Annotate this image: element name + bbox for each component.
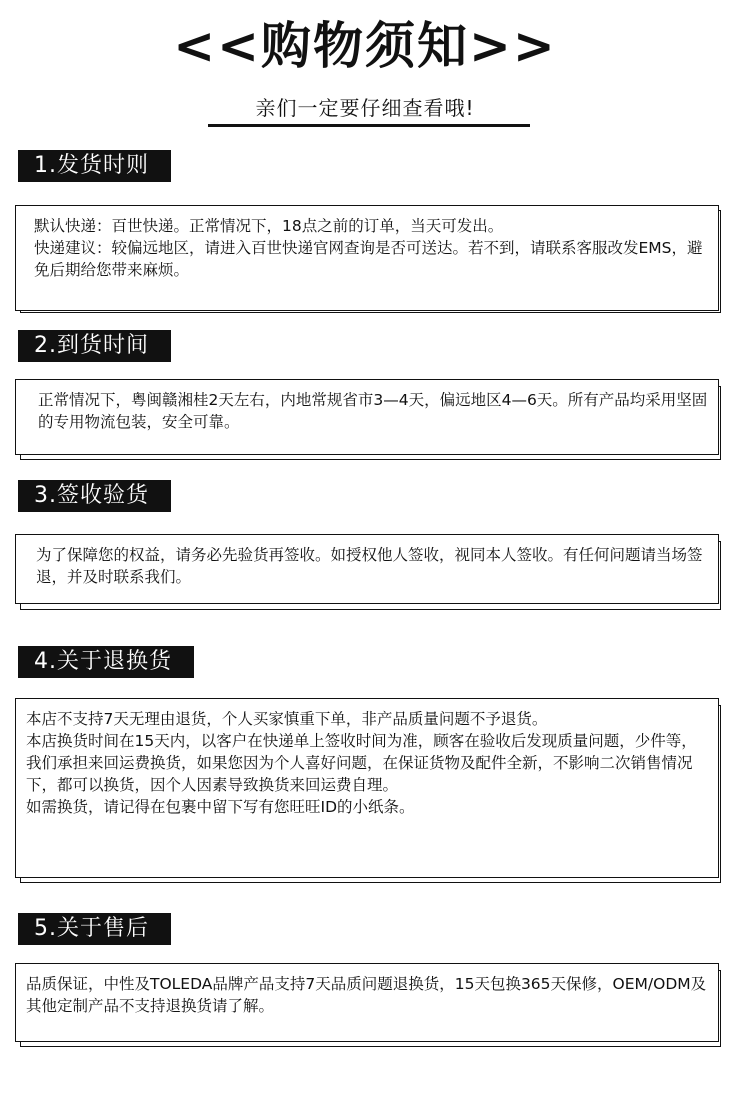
section-1-paragraph-2: 快递建议：较偏远地区，请进入百世快递官网查询是否可送达。若不到，请联系客服改发EMS，避免后期给您带来麻烦。 — [34, 239, 703, 279]
subtitle-underline — [208, 124, 530, 127]
section-4-paragraph-3: 如需换货，请记得在包裹中留下写有您旺旺ID的小纸条。 — [26, 798, 415, 816]
section-4-paragraph-1: 本店不支持7天无理由退货，个人买家慎重下单，非产品质量问题不予退货。 — [26, 710, 548, 728]
section-2-box — [15, 379, 719, 455]
page-subtitle: 亲们一定要仔细查看哦! — [255, 96, 475, 120]
section-4-paragraph-2: 本店换货时间在15天内，以客户在快递单上签收时间为准，顾客在验收后发现质量问题，少件等，我们承担来回运费换货，如果您因为个人喜好问题，在保证货物及配件全新，不影响二次销售情况下，都可以换货，因个人因素导致换货来回运费自理。 — [26, 732, 697, 794]
section-1-label: 1.发货时则 — [18, 150, 171, 182]
section-1-box — [15, 205, 719, 311]
section-4-box — [15, 698, 719, 878]
section-5-label: 5.关于售后 — [18, 913, 171, 945]
section-3-box — [15, 534, 719, 604]
section-2-label: 2.到货时间 — [18, 330, 171, 362]
section-3-label: 3.签收验货 — [18, 480, 171, 512]
section-2-paragraph-1: 正常情况下，粤闽赣湘桂2天左右，内地常规省市3—4天，偏远地区4—6天。所有产品均采用坚固的专用物流包装，安全可靠。 — [38, 391, 708, 431]
section-1-paragraph-1: 默认快递：百世快递。正常情况下，18点之前的订单，当天可发出。 — [34, 217, 504, 235]
section-3-paragraph-1: 为了保障您的权益，请务必先验货再签收。如授权他人签收，视同本人签收。有任何问题请当场签退，并及时联系我们。 — [36, 546, 703, 586]
section-5-paragraph-1: 品质保证，中性及TOLEDA品牌产品支持7天品质问题退换货，15天包换365天保修，OEM/ODM及其他定制产品不支持退换货请了解。 — [26, 975, 707, 1015]
section-5-box — [15, 963, 719, 1042]
section-4-label: 4.关于退换货 — [18, 646, 194, 678]
page-title: <<购物须知>> — [173, 17, 557, 75]
